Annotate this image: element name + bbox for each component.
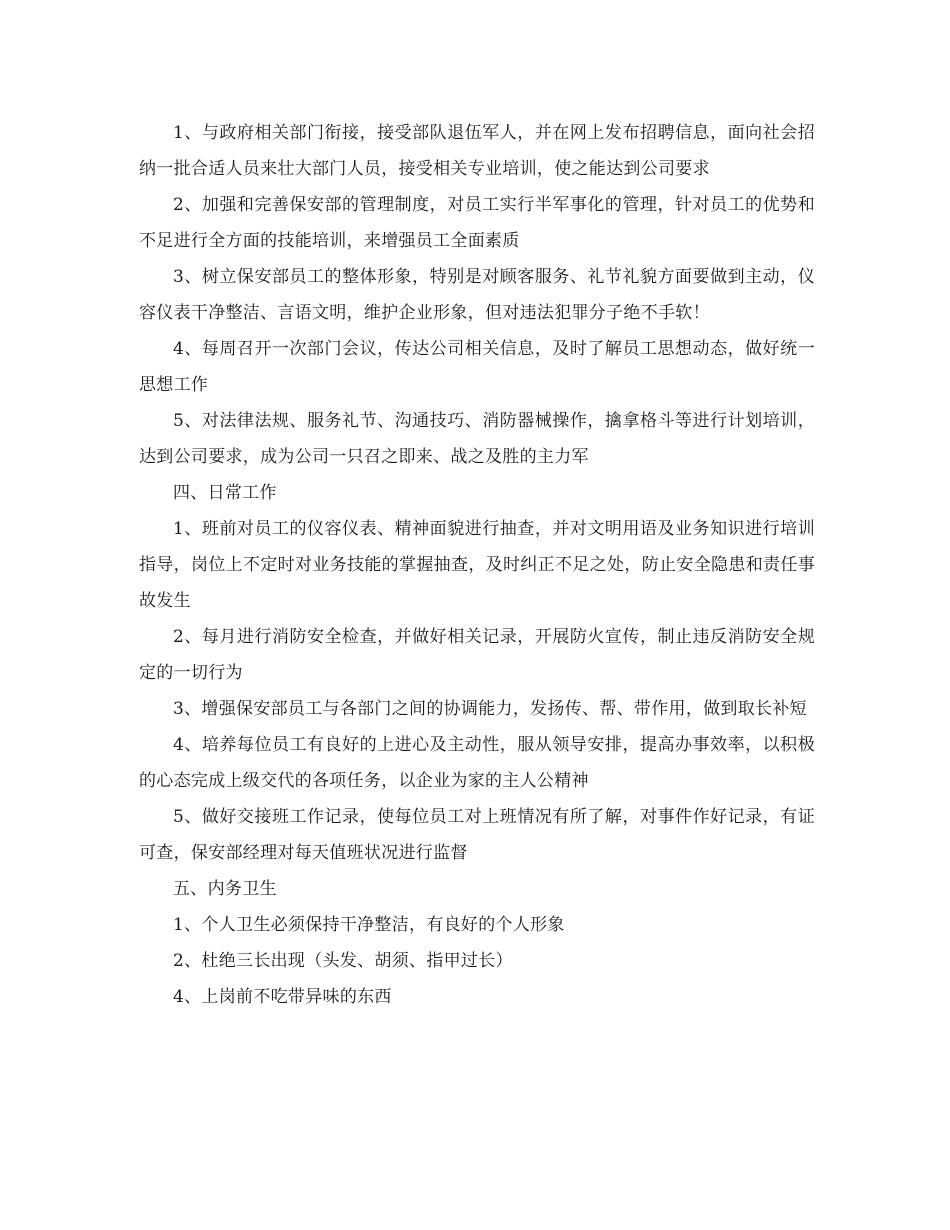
paragraph-training: 5、对法律法规、服务礼节、沟通技巧、消防器械操作，擒拿格斗等进行计划培训，达到公司要求，成为公司一只召之即来、战之及胜的主力军 (139, 411, 815, 467)
paragraph-management-system: 2、加强和完善保安部的管理制度，对员工实行半军事化的管理，针对员工的优势和不足进行全方面的技能培训，来增强员工全面素质 (139, 195, 815, 251)
section-heading-daily-work: 四、日常工作 (173, 483, 277, 503)
paragraph-recruitment: 1、与政府相关部门衔接，接受部队退伍军人，并在网上发布招聘信息，面向社会招纳一批合适人员来壮大部门人员，接受相关专业培训，使之能达到公司要求 (139, 123, 815, 179)
paragraph-motivation: 4、培养每位员工有良好的上进心及主动性，服从领导安排，提高办事效率，以积极的心态完成上级交代的各项任务，以企业为家的主人公精神 (139, 735, 815, 791)
paragraph-personal-hygiene: 1、个人卫生必须保持干净整洁，有良好的个人形象 (173, 915, 565, 935)
paragraph-weekly-meeting: 4、每周召开一次部门会议，传达公司相关信息，及时了解员工思想动态，做好统一思想工作 (139, 339, 815, 395)
paragraph-shift-handover: 5、做好交接班工作记录，使每位员工对上班情况有所了解，对事件作好记录，有证可查，保安部经理对每天值班状况进行监督 (139, 807, 815, 863)
paragraph-coordination: 3、增强保安部员工与各部门之间的协调能力，发扬传、帮、带作用，做到取长补短 (173, 699, 807, 719)
document-body (139, 115, 815, 1015)
paragraph-image: 3、树立保安部员工的整体形象，特别是对顾客服务、礼节礼貌方面要做到主动，仪容仪表干净整洁、言语文明，维护企业形象，但对违法犯罪分子绝不手软！ (139, 267, 815, 323)
section-heading-hygiene: 五、内务卫生 (173, 879, 277, 899)
paragraph-no-odor-food: 4、上岗前不吃带异味的东西 (173, 987, 392, 1007)
paragraph-grooming: 2、杜绝三长出现（头发、胡须、指甲过长） (173, 951, 513, 971)
paragraph-fire-safety: 2、每月进行消防安全检查，并做好相关记录，开展防火宣传，制止违反消防安全规定的一切行为 (139, 627, 815, 683)
paragraph-pre-shift-check: 1、班前对员工的仪容仪表、精神面貌进行抽查，并对文明用语及业务知识进行培训指导，岗位上不定时对业务技能的掌握抽查，及时纠正不足之处，防止安全隐患和责任事故发生 (139, 519, 815, 611)
